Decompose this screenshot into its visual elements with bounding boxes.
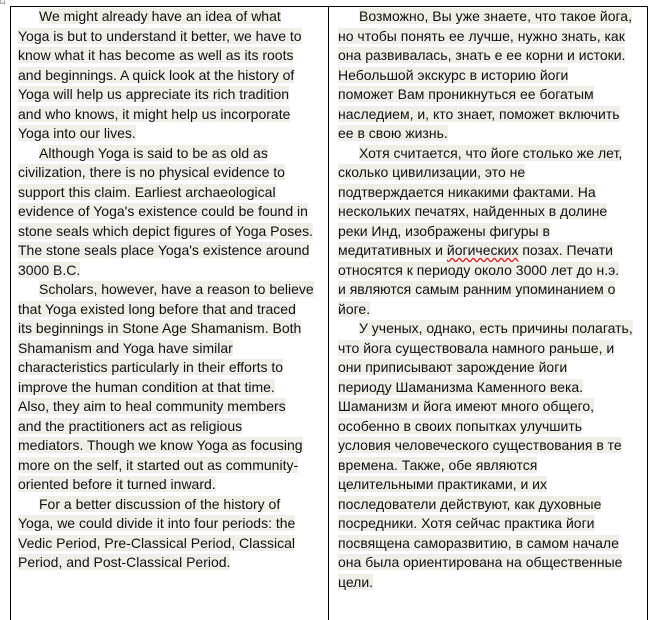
text-line: относятся к периоду около 3000 лет до н.э. — [338, 261, 620, 278]
text-line: oriented before it turned inward. — [18, 476, 216, 492]
text-line: она развивалась, знать е ее корни и истоки. — [338, 47, 626, 63]
text-line: 3000 B.C. — [18, 261, 81, 278]
text-line: медитативных и йогических позах. Печати — [338, 242, 613, 258]
bilingual-table — [10, 6, 648, 620]
text-line: improve the human condition at that time. — [18, 378, 275, 395]
text-line: We might already have an idea of what — [39, 8, 281, 24]
text-line: Scholars, however, have a reason to believe — [39, 281, 314, 297]
text-line: and beginnings. A quick look at the history of — [18, 66, 295, 83]
text-line: цели. — [338, 573, 374, 590]
text-line: последователи действуют, как духовные — [338, 495, 602, 512]
text-line: поможет Вам проникнуться ее богатым — [338, 86, 594, 102]
text-line: наследием, и, кто знает, поможет включить — [338, 105, 620, 122]
text-line: support this claim. Earliest archaeological — [18, 183, 276, 200]
text-line: что йога существовала намного раньше, и — [338, 339, 615, 356]
text-line: know what it has become as well as its roots — [18, 47, 294, 63]
text-line: йоге. — [338, 300, 371, 317]
text-line: сколько цивилизации, это не — [338, 164, 526, 180]
text-line: Also, they aim to heal community members — [18, 398, 286, 414]
text-line: Although Yoga is said to be as old as — [39, 144, 268, 161]
text-line: особенно в своих попытках улучшить — [338, 417, 583, 434]
text-line: its beginnings in Stone Age Shamanism. Both — [18, 320, 302, 336]
column-divider — [328, 7, 329, 620]
text-line: that Yoga existed long before that and traced — [18, 300, 296, 317]
text-line: она была ориентирована на общественные — [338, 554, 623, 570]
text-line: они приписывают зарождение йоги — [338, 359, 568, 375]
text-line: У ученых, однако, есть причины полагать, — [359, 320, 633, 336]
text-line: stone seals which depict figures of Yoga Poses. — [18, 222, 313, 239]
text-line: Yoga, we could divide it into four periods: the — [18, 515, 296, 531]
text-line: ее в свою жизнь. — [338, 125, 448, 141]
text-line: The stone seals place Yoga's existence around — [18, 242, 310, 258]
spellcheck-flagged-word[interactable]: йогических — [446, 242, 519, 258]
text-line: целительными практиками, и их — [338, 476, 547, 492]
text-line: evidence of Yoga's existence could be found in — [18, 203, 308, 219]
text-line: посредники. Хотя сейчас практика йоги — [338, 515, 595, 531]
text-line: and who knows, it might help us incorporate — [18, 105, 291, 122]
text-line: Yoga into our lives. — [18, 125, 136, 141]
text-line: mediators. Though we know Yoga as focusing — [18, 437, 303, 453]
text-line: Yoga is but to understand it better, we have to — [18, 27, 302, 44]
text-line: Vedic Period, Pre-Classical Period, Classical — [18, 534, 295, 551]
text-line: и являются самым ранним упоминанием о — [338, 281, 616, 297]
text-line: civilization, there is no physical evidence to — [18, 164, 285, 180]
text-line: времена. Также, обе являются — [338, 456, 538, 473]
text-line: Yoga will help us appreciate its rich tradition — [18, 86, 290, 102]
text-line: more on the self, it started out as community- — [18, 456, 299, 473]
text-line: посвящена саморазвитию, в самом начале — [338, 534, 619, 551]
text-line: Небольшой экскурс в историю йоги — [338, 66, 569, 83]
russian-column[interactable] — [338, 7, 633, 592]
text-line: условия человеческого существования в те — [338, 437, 622, 453]
text-line: Шаманизм и йога имеют много общего, — [338, 398, 595, 414]
text-line: периоду Шаманизма Каменного века. — [338, 378, 584, 395]
text-line: реки Инд, изображены фигуры в — [338, 222, 550, 239]
text-line: Period, and Post-Classical Period. — [18, 554, 231, 570]
text-line: Хотя считается, что йоге столько же лет, — [359, 144, 623, 161]
text-line: For a better discussion of the history of — [39, 495, 281, 512]
text-line: and the practitioners act as religious — [18, 417, 243, 434]
text-line: Возможно, Вы уже знаете, что такое йога, — [359, 8, 632, 24]
english-column[interactable] — [18, 7, 314, 573]
text-line: подтверждается никакими фактами. На — [338, 183, 596, 200]
text-line: но чтобы понять ее лучше, нужно знать, как — [338, 27, 625, 44]
text-line: characteristics particularly in their efforts to — [18, 359, 284, 375]
text-line: Shamanism and Yoga have similar — [18, 339, 233, 356]
text-line: нескольких печатях, найденных в долине — [338, 203, 608, 219]
table-move-handle-icon[interactable]: ⊡ — [0, 0, 6, 6]
